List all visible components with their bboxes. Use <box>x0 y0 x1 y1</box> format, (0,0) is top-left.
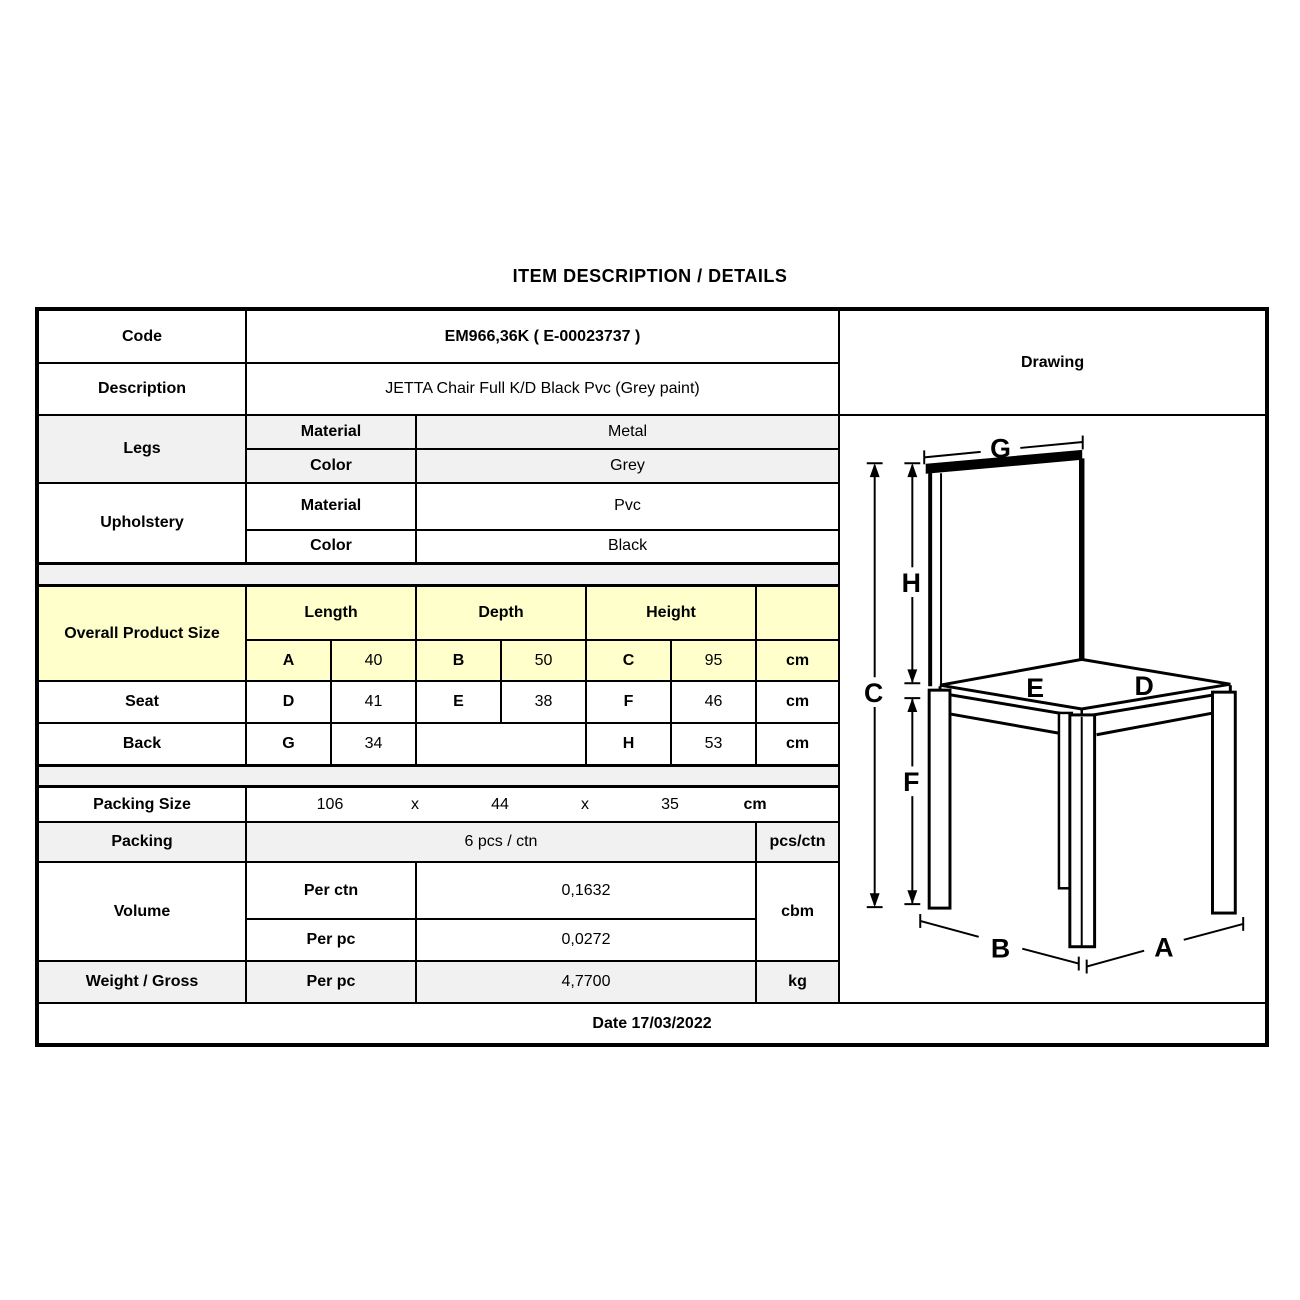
spacer-cell-2 <box>37 765 839 786</box>
seat-unit: cm <box>756 681 839 723</box>
label-h: H <box>901 568 921 599</box>
spacer-cell-1 <box>37 564 839 586</box>
chair-back <box>926 450 1082 686</box>
upholstery-color-value: Black <box>416 530 839 564</box>
size-a-value: 40 <box>331 640 416 681</box>
volume-label: Volume <box>37 862 246 961</box>
size-label: Overall Product Size <box>37 586 246 682</box>
packing-size-height: 35 <box>661 795 679 813</box>
size-height-header: Height <box>586 586 756 641</box>
size-a-letter: A <box>246 640 331 681</box>
back-h-value: 53 <box>671 723 756 765</box>
volume-unit: cbm <box>756 862 839 961</box>
weight-unit: kg <box>756 961 839 1003</box>
size-c-value: 95 <box>671 640 756 681</box>
back-unit: cm <box>756 723 839 765</box>
packing-unit: pcs/ctn <box>756 822 839 862</box>
chair-legs <box>929 690 1235 947</box>
size-b-value: 50 <box>501 640 586 681</box>
upholstery-color-label: Color <box>246 530 416 564</box>
size-depth-header: Depth <box>416 586 586 641</box>
volume-per-pc-value: 0,0272 <box>416 919 756 961</box>
packing-size-depth: 44 <box>491 795 509 813</box>
packing-size-x2: x <box>581 795 590 813</box>
volume-per-pc-label: Per pc <box>246 919 416 961</box>
label-g: G <box>989 433 1011 464</box>
description-label: Description <box>37 363 246 415</box>
volume-per-ctn-label: Per ctn <box>246 862 416 919</box>
size-length-header: Length <box>246 586 416 641</box>
legs-color-value: Grey <box>416 449 839 483</box>
chair-drawing <box>841 416 1265 997</box>
legs-label: Legs <box>37 415 246 483</box>
back-label: Back <box>37 723 246 765</box>
packing-size-unit: cm <box>743 795 767 813</box>
weight-label: Weight / Gross <box>37 961 246 1003</box>
legs-color-label: Color <box>246 449 416 483</box>
row-date <box>37 1003 1267 1045</box>
packing-size-value <box>246 786 839 822</box>
seat-e-letter: E <box>416 681 501 723</box>
upholstery-material-value: Pvc <box>416 483 839 530</box>
code-label: Code <box>37 309 246 363</box>
weight-per-pc-label: Per pc <box>246 961 416 1003</box>
size-header-empty <box>756 586 839 641</box>
date-cell: Date 17/03/2022 <box>37 1003 1267 1045</box>
dimension-f <box>896 698 927 904</box>
seat-e-value: 38 <box>501 681 586 723</box>
size-c-letter: C <box>586 640 671 681</box>
drawing-cell <box>839 415 1267 1003</box>
item-spec-table <box>35 307 1269 1047</box>
label-c: C <box>863 678 883 709</box>
seat-f-letter: F <box>586 681 671 723</box>
code-value: EM966,36K ( E-00023737 ) <box>246 309 839 363</box>
drawing-header: Drawing <box>839 309 1267 415</box>
seat-f-value: 46 <box>671 681 756 723</box>
packing-size-label: Packing Size <box>37 786 246 822</box>
back-g-value: 34 <box>331 723 416 765</box>
packing-size-x1: x <box>411 795 420 813</box>
back-h-letter: H <box>586 723 671 765</box>
seat-d-value: 41 <box>331 681 416 723</box>
volume-per-ctn-value: 0,1632 <box>416 862 756 919</box>
row-code <box>37 309 1267 363</box>
size-overall-unit: cm <box>756 640 839 681</box>
upholstery-material-label: Material <box>246 483 416 530</box>
label-b: B <box>990 933 1010 964</box>
weight-per-pc-value: 4,7700 <box>416 961 756 1003</box>
legs-material-value: Metal <box>416 415 839 449</box>
label-e: E <box>1025 673 1044 704</box>
label-f: F <box>902 767 920 798</box>
row-legs-material <box>37 415 1267 449</box>
upholstery-label: Upholstery <box>37 483 246 564</box>
packing-size-length: 106 <box>316 795 344 813</box>
back-empty-cell <box>416 723 586 765</box>
label-a: A <box>1153 932 1174 963</box>
seat-label: Seat <box>37 681 246 723</box>
seat-d-letter: D <box>246 681 331 723</box>
size-b-letter: B <box>416 640 501 681</box>
packing-label: Packing <box>37 822 246 862</box>
legs-material-label: Material <box>246 415 416 449</box>
back-g-letter: G <box>246 723 331 765</box>
packing-value: 6 pcs / ctn <box>246 822 756 862</box>
label-d: D <box>1134 671 1154 702</box>
description-value: JETTA Chair Full K/D Black Pvc (Grey paint) <box>246 363 839 415</box>
page-title: ITEM DESCRIPTION / DETAILS <box>512 266 788 286</box>
